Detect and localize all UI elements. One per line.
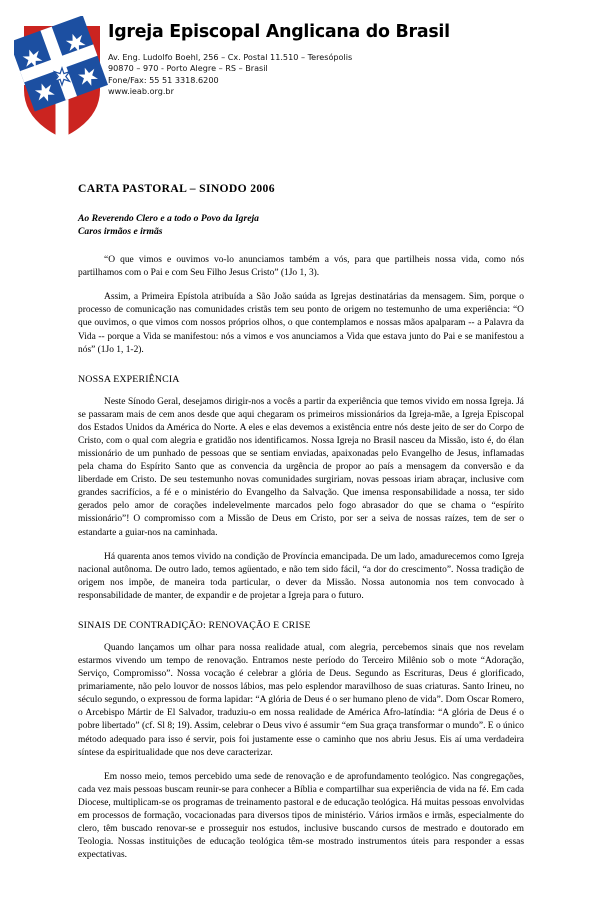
page-title: CARTA PASTORAL – SINODO 2006: [78, 182, 275, 195]
salutation-line-1: Ao Reverendo Clero e a todo o Povo da Igreja: [78, 212, 259, 224]
section-paragraph: Quando lançamos um olhar para nossa realidade atual, com alegria, percebemos sinais que nos revelam estarmos vivendo um tempo de renovação. Entramos neste período do Terceiro Milênio sob o mote “Adoração, Serviço, Compromisso”. Nossa vocação é celebrar a glória de Deus. Segundo as Escrituras, Deus é glorificado, primariamente, não pelo louvor de nossos lábios, mas pelo esplendor maravilhoso de suas criaturas. Santo Irineu, no século segundo, o expressou de forma lapidar: “A glória de Deus é o ser humano pleno de vida”. Dom Oscar Romero, o Arcebispo Mártir de El Salvador, traduziu-o em nossa realidade de América Afro-latíndia: “A glória de Deus é o pobre libertado” (cf. Sl 8; 19). Assim, celebrar o Deus vivo é assumir “em Sua graça transformar o mundo”. E o único método adequado para isso é servir, pois foi justamente esse o caminho que nos abriu Jesus. Eis aí uma verdadeira síntese da espiritualidade que nos deve caracterizar.: [78, 642, 524, 758]
salutation-line-2: Caros irmãos e irmãs: [78, 225, 163, 237]
phone-line: Fone/Fax: 55 51 3318.6200: [108, 74, 219, 85]
salutation: [78, 213, 524, 238]
ieab-shield-logo: [14, 16, 110, 140]
section-paragraph: Neste Sínodo Geral, desejamos dirigir-nos a vocês a partir da experiência que temos vivido em nossa Igreja. Já se passaram mais de cem anos desde que aqui chegaram os primeiros missionários da Igreja-mãe, a Igreja Episcopal dos Estados Unidos da América do Norte. A eles e elas devemos a existência entre nós deste jeito de ser do Corpo de Cristo, com o qual com alegria e gratidão nos identificamos. Nossa Igreja no Brasil nasceu da Missão, isto é, do élan missionário de um punhado de pessoas que se sentiam enviadas, apaixonadas pelo Evangelho de Jesus, inflamadas pela chama do Espírito Santo que as convencia da urgência de propor ao país a mensagem da conversão e da liberdade em Cristo. De seu testemunho novas comunidades surgiriam, novas pessoas iriam abraçar, inclusive com grandes sacrifícios, a fé e o ministério do Evangelho da Salvação. Que imensa responsabilidade a nossa, ter sido gerados pelo amor de corações indelevelmente marcados pelo fogo abrasador do que se chama o “espírito missionário”! O compromisso com a Missão de Deus em Cristo, por ser a seiva de nossas raízes, tem de ser o estandarte a guiar-nos na caminhada.: [78, 396, 524, 538]
letterhead: [0, 0, 600, 150]
organization-name: Igreja Episcopal Anglicana do Brasil: [108, 22, 450, 42]
address-line-1: Av. Eng. Ludolfo Boehl, 256 – Cx. Postal 11.510 – Teresópolis: [108, 52, 353, 63]
opening-quote-paragraph: “O que vimos e ouvimos vo-lo anunciamos também a vós, para que partilheis nossa vida, como nós partilhamos com o Pai e com Seu Filho Jesus Cristo” (1Jo 1, 3).: [78, 255, 524, 279]
section-paragraph: Há quarenta anos temos vivido na condição de Província emancipada. De um lado, amadurecemos como Igreja nacional autônoma. De outro lado, temos agüentado, e não tem sido fácil, “a dor do crescimento”. Nossa tradição de origem nos impõe, de maneira toda particular, o dever da Missão. Nossa autonomia nos tem convocado à responsabilidade de manter, de expandir e de projetar a Igreja para o futuro.: [78, 551, 524, 601]
website-link[interactable]: www.ieab.org.br: [108, 86, 174, 97]
section-paragraph: Em nosso meio, temos percebido uma sede de renovação e de aprofundamento teológico. Nas congregações, cada vez mais pessoas buscam reunir-se para conhecer a Bíblia e compartilhar sua experiência de vida na fé. Em cada Diocese, multiplicam-se os programas de treinamento pastoral e de educação teológica. Há muitas pessoas envolvidas em processos de formação, vocacionadas para diversos tipos de ministério. Vários irmãos e irmãs, especialmente do clero, têm buscado renovar-se e prosseguir nos estudos, inclusive buscando cursos de mestrado e doutorado em Teologia. Nossas instituições de educação teológica têm-se mostrado instrumentos úteis para responder a essas expectativas.: [78, 771, 524, 861]
address-line-2: 90870 – 970 - Porto Alegre – RS – Brasil: [108, 63, 268, 74]
opening-paragraph: Assim, a Primeira Epístola atribuída a São João saúda as Igrejas destinatárias da mensagem. Sim, porque o processo de comunicação nas comunidades cristãs tem seu ponto de origem no testemunho de uma experiência: “O que ouvimos, o que vimos com nossos próprios olhos, o que contemplamos e nossas mãos apalparam -- a Palavra da Vida -- porque a Vida se manifestou: nós a vimos e vos anunciamos a Vida que estava junto do Pai e se manifestou a nós” (1Jo 1, 1-2).: [78, 292, 524, 355]
section-heading-nossa-experiencia: NOSSA EXPERIÊNCIA: [78, 373, 180, 385]
letterhead-text: [108, 22, 528, 98]
section-heading-sinais-de-contradicao: SINAIS DE CONTRADIÇÃO: RENOVAÇÃO E CRISE: [78, 620, 311, 632]
document-body: [78, 182, 524, 873]
contact-block: [108, 52, 528, 98]
